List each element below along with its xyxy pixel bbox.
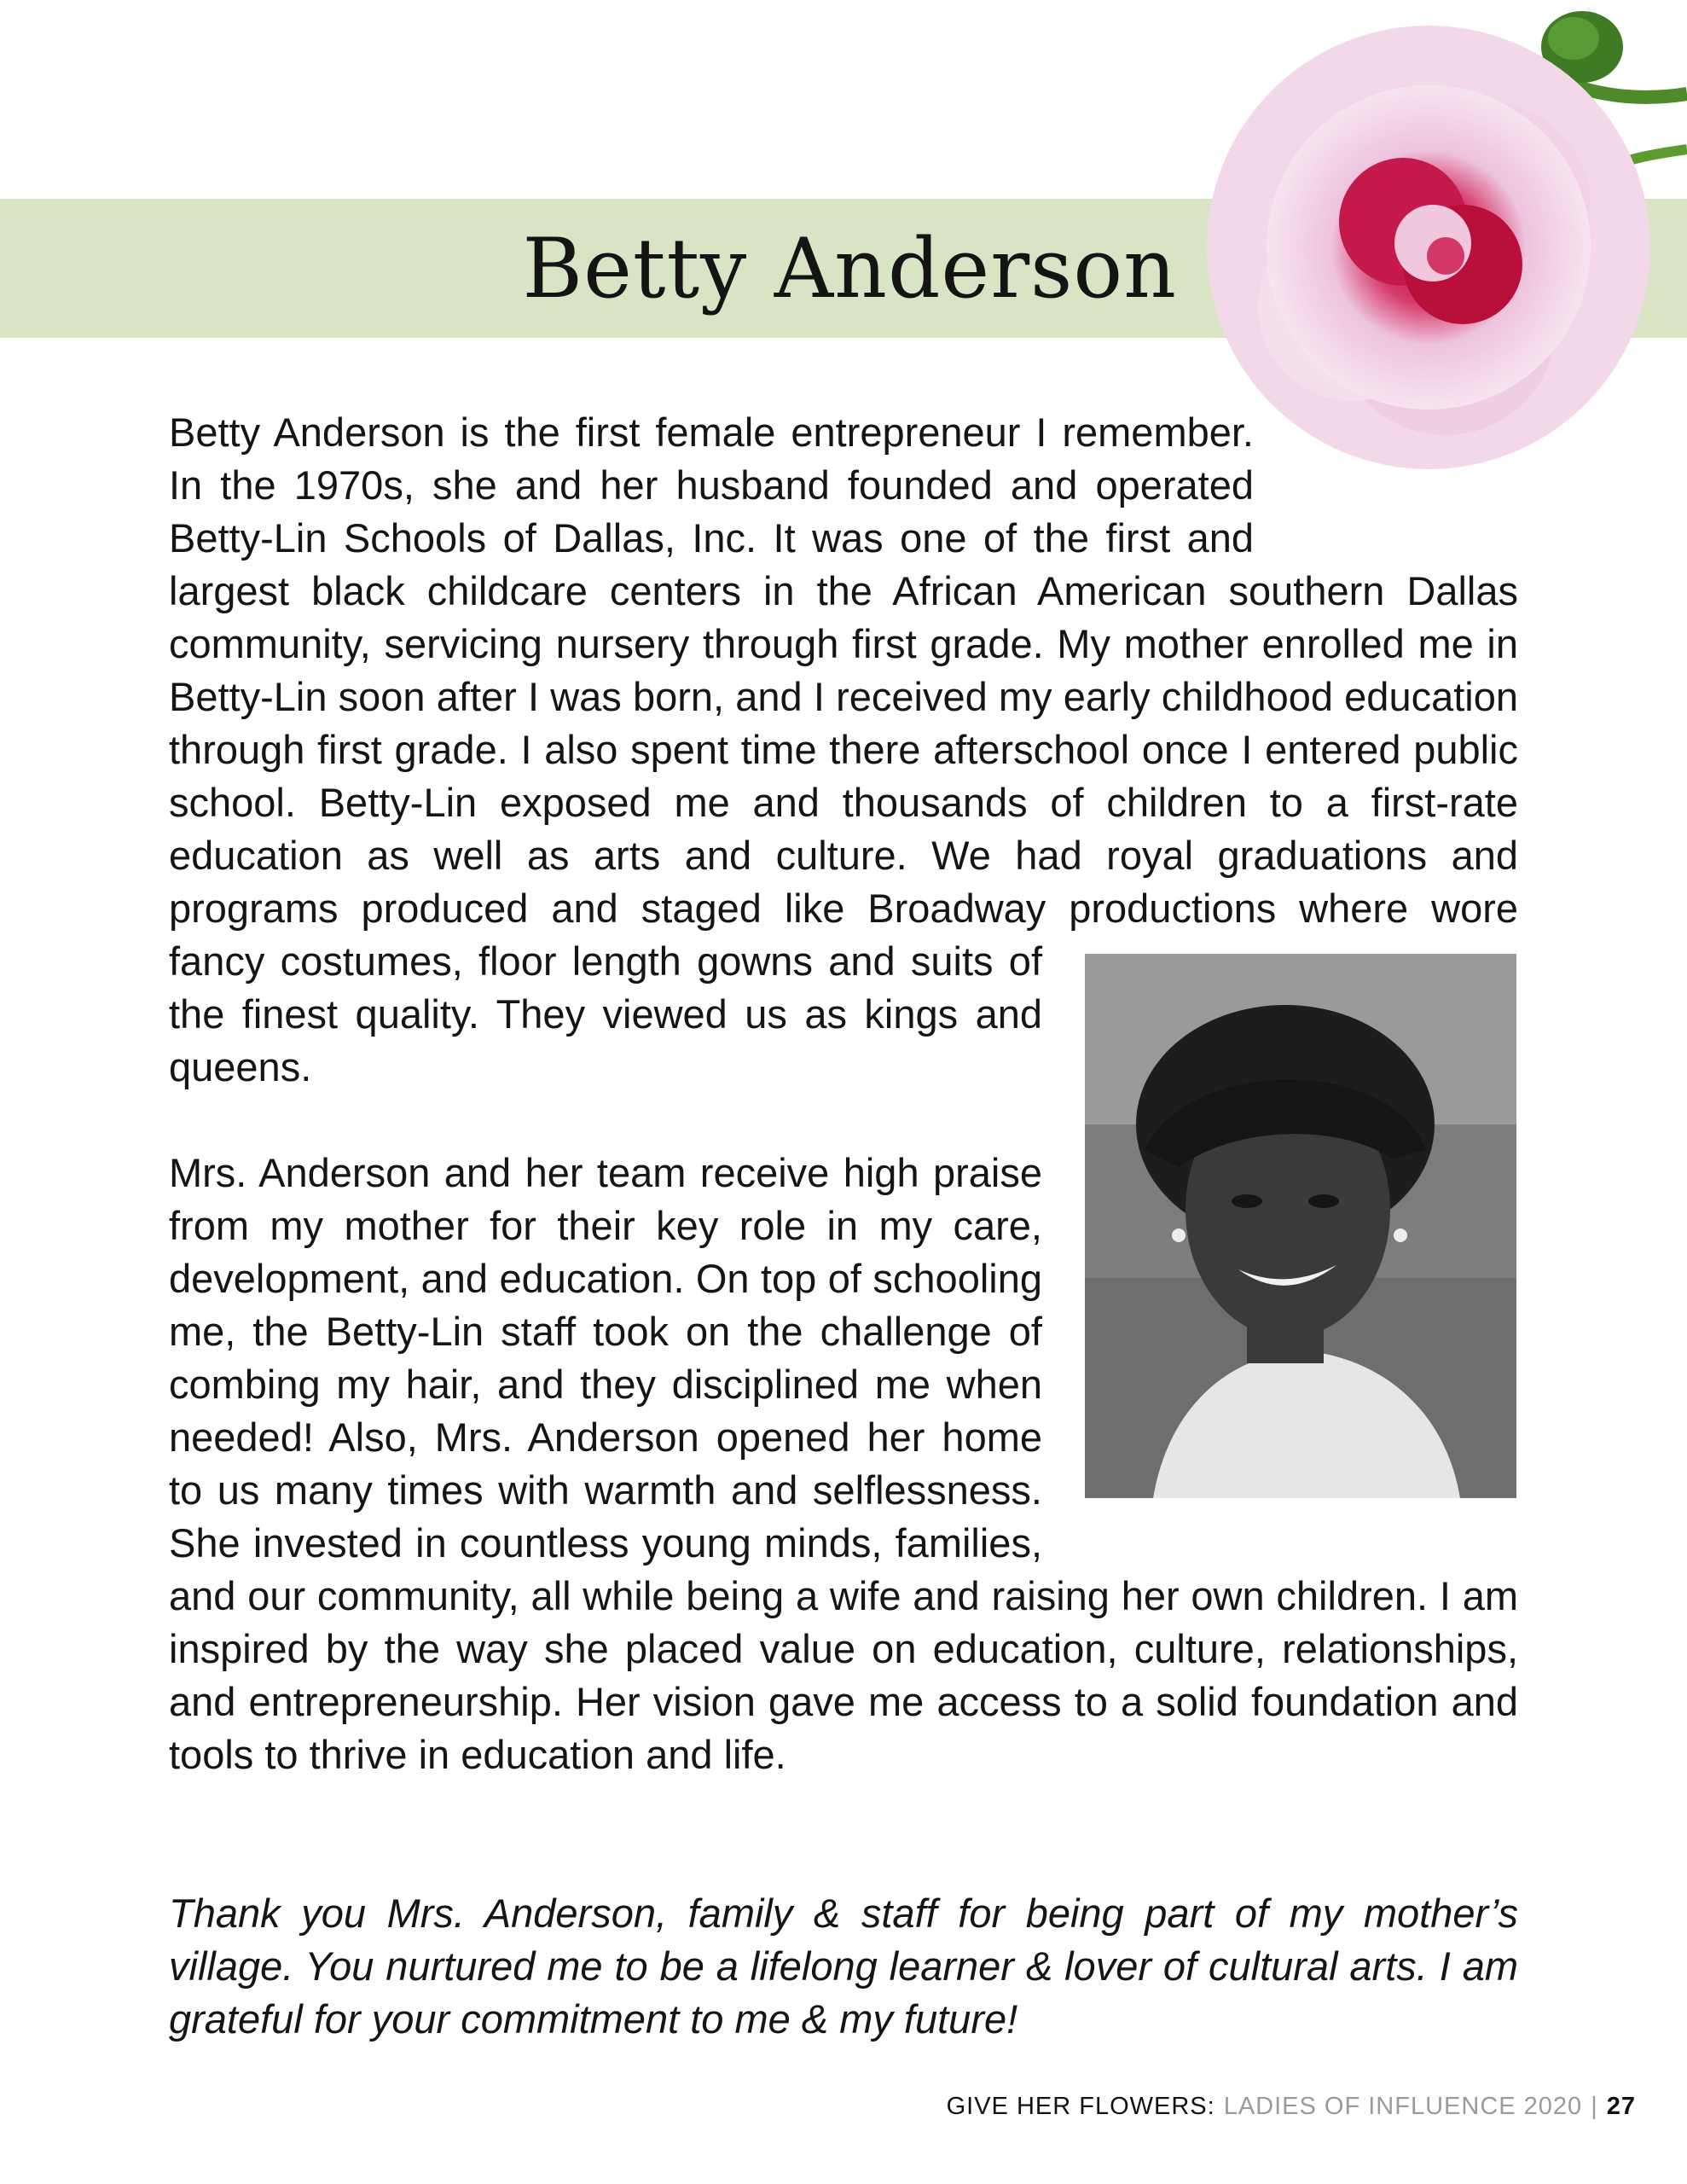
- page-title: Betty Anderson: [522, 220, 1177, 317]
- closing-quote: Thank you Mrs. Anderson, family & staff for being part of my mother’s village. You nurtured me to be a lifelong learner & lover of cultural arts. I am grateful for your commitment to me & my future!: [169, 1891, 1518, 2042]
- article-paragraph: Betty Anderson is the first female entrepreneur I remember. In the 1970s, she and her husband founded and operated Betty-Lin Schools of Dallas, Inc. It was one of the first and largest black childcare centers in the African American southern Dallas community, servicing nursery through first grade. My mother enrolled me in Betty-Lin soon after I was born, and I received my early childhood education through first grade. I also spent time there afterschool once I entered public school. Betty-Lin exposed me and thousands of children to a first-rate education as well as arts and culture. We had royal graduations and programs produced and staged like Broadway productions where wore fancy costumes, floor length gowns and suits of the finest quality. They viewed us as kings and queens.: [169, 410, 1518, 1089]
- article-body: [169, 406, 1518, 1781]
- flower-text-wrap: [1254, 406, 1518, 534]
- footer-separator: |: [1591, 2092, 1598, 2120]
- page-number: 27: [1606, 2092, 1636, 2120]
- portrait-text-wrap: [1068, 954, 1518, 1520]
- footer-publication: GIVE HER FLOWERS:: [946, 2092, 1215, 2120]
- page-footer: [947, 2085, 1636, 2128]
- footer-subtitle: LADIES OF INFLUENCE 2020: [1223, 2092, 1583, 2120]
- article-paragraph: Mrs. Anderson and her team receive high praise from my mother for their key role in my care, development, and education. On top of schooling me, the Betty-Lin staff took on the challenge of combing my hair, and they disciplined me when needed! Also, Mrs. Anderson opened her home to us many times with warmth and selflessness. She invested in countless young minds, families, and our community, all while being a wife and raising her own children. I am inspired by the way she placed value on education, culture, relationships, and entrepreneurship. Her vision gave me access to a solid foundation and tools to thrive in education and life.: [169, 1150, 1518, 1777]
